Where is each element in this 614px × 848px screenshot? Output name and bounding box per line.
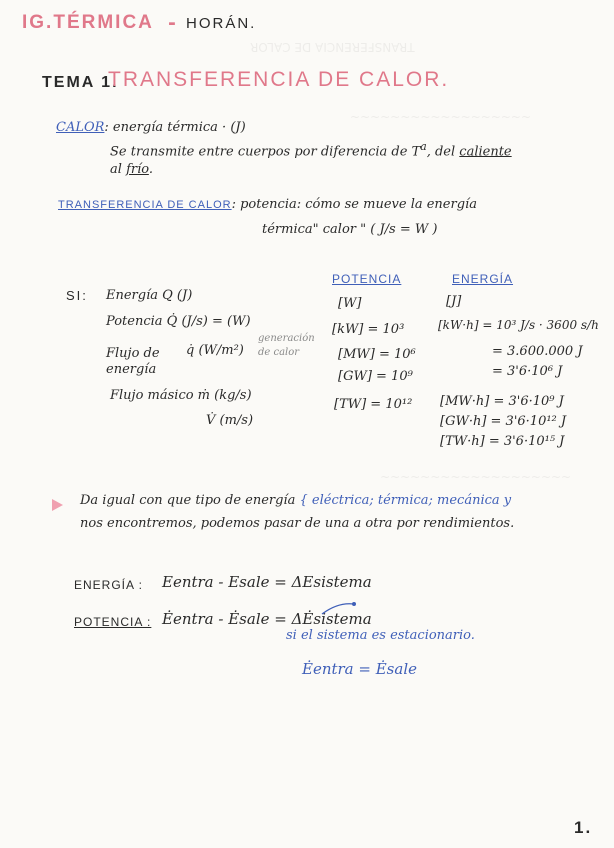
calor-definition-line2 [110,140,512,159]
frio-word: frío [126,162,149,177]
masico-row: Flujo másico ṁ (kg/s) [110,388,252,403]
flujo-row-2: energía [106,362,157,377]
note-line-1 [80,493,511,508]
energia-balance-equation: Eentra - Esale = ΔEsistema [162,573,372,591]
volumetrico-row: V̇ (m/s) [206,413,254,428]
tema-label: TEMA 1. [42,74,119,91]
potencia-value-1: [W] [338,296,362,311]
energia-value-2: [kW·h] = 10³ J/s · 3600 s/h [438,318,599,332]
bleed-through: TRANSFERENCIA DE CALOR [250,40,415,54]
bleed-through: ~~~~~~~~~~~~~~~~~~ [350,110,531,124]
page-number: 1. [574,818,593,837]
note-energy-types: { eléctrica; térmica; mecánica y [299,493,512,508]
calor-term: CALOR [56,120,105,135]
potencia-value-2: [kW] = 10³ [332,322,405,337]
note-text-2: nos encontremos, podemos pasar de una a otra por [80,516,419,531]
calor-definition-line3 [110,162,153,177]
bleed-through: ~~~~~~~~~~~~~~~~~~~ [380,470,572,484]
subject-header: IG.TÉRMICA [22,12,154,33]
potencia-value-3: [MW] = 10⁶ [338,347,416,362]
flujo-row-1: Flujo de [106,346,160,361]
author-name: HORÁN. [186,15,257,32]
energia-balance-label: ENERGÍA : [74,578,144,592]
energia-value-3: = 3.600.000 J [492,344,583,359]
transfer-def: : potencia: cómo se mueve la energía [231,197,477,212]
calor-def2: Se transmite entre cuerpos por diferencia de T [110,144,421,160]
estacionario-note: si el sistema es estacionario. [286,628,475,643]
potencia-balance-label: POTENCIA : [74,615,152,629]
calor-def: : energía térmica · (J) [104,120,246,135]
potencia-header: POTENCIA [332,272,402,286]
estacionario-equation: Ėentra = Ėsale [302,660,417,678]
temp-sup: a [420,140,427,153]
generacion-note-1: generación [258,333,315,344]
potencia-value-5: [TW] = 10¹² [334,397,413,412]
potencia-row: Potencia Q̇ (J/s) = (W) [106,314,251,329]
energia-header: ENERGÍA [452,272,514,286]
transfer-definition-line1 [58,197,477,212]
highlight-arrow-icon [52,499,63,511]
calor-def2b: , del [426,144,456,160]
energia-value-4: = 3'6·10⁶ J [492,364,563,379]
energia-value-7: [TW·h] = 3'6·10¹⁵ J [440,434,565,449]
note-text-1: Da igual con que tipo de energía [80,493,296,508]
note-line-2 [80,516,514,531]
energia-value-5: [MW·h] = 3'6·10⁹ J [440,394,564,409]
page-title: TRANSFERENCIA DE CALOR. [108,68,450,91]
potencia-balance-equation: Ėentra - Ėsale = ΔĖsistema [162,610,372,628]
potencia-value-4: [GW] = 10⁹ [338,369,413,384]
energia-value-6: [GW·h] = 3'6·10¹² J [440,414,567,429]
note-rendimientos: rendimientos. [423,516,515,531]
si-label: SI: [66,288,88,303]
energia-value-1: [J] [446,294,462,309]
energia-row: Energía Q (J) [106,288,193,303]
calor-definition-line1 [56,120,246,135]
transfer-definition-line2: térmica" calor " ( J/s = W ) [262,222,438,237]
period: . [148,162,153,177]
transfer-term: TRANSFERENCIA DE CALOR [58,199,232,211]
caliente-word: caliente [459,144,512,160]
curved-arrow-icon [320,598,360,618]
al-word: al [110,162,122,177]
flujo-equation: q̇ (W/m²) [186,343,244,358]
generacion-note-2: de calor [258,347,300,358]
header-dash: - [168,12,176,34]
